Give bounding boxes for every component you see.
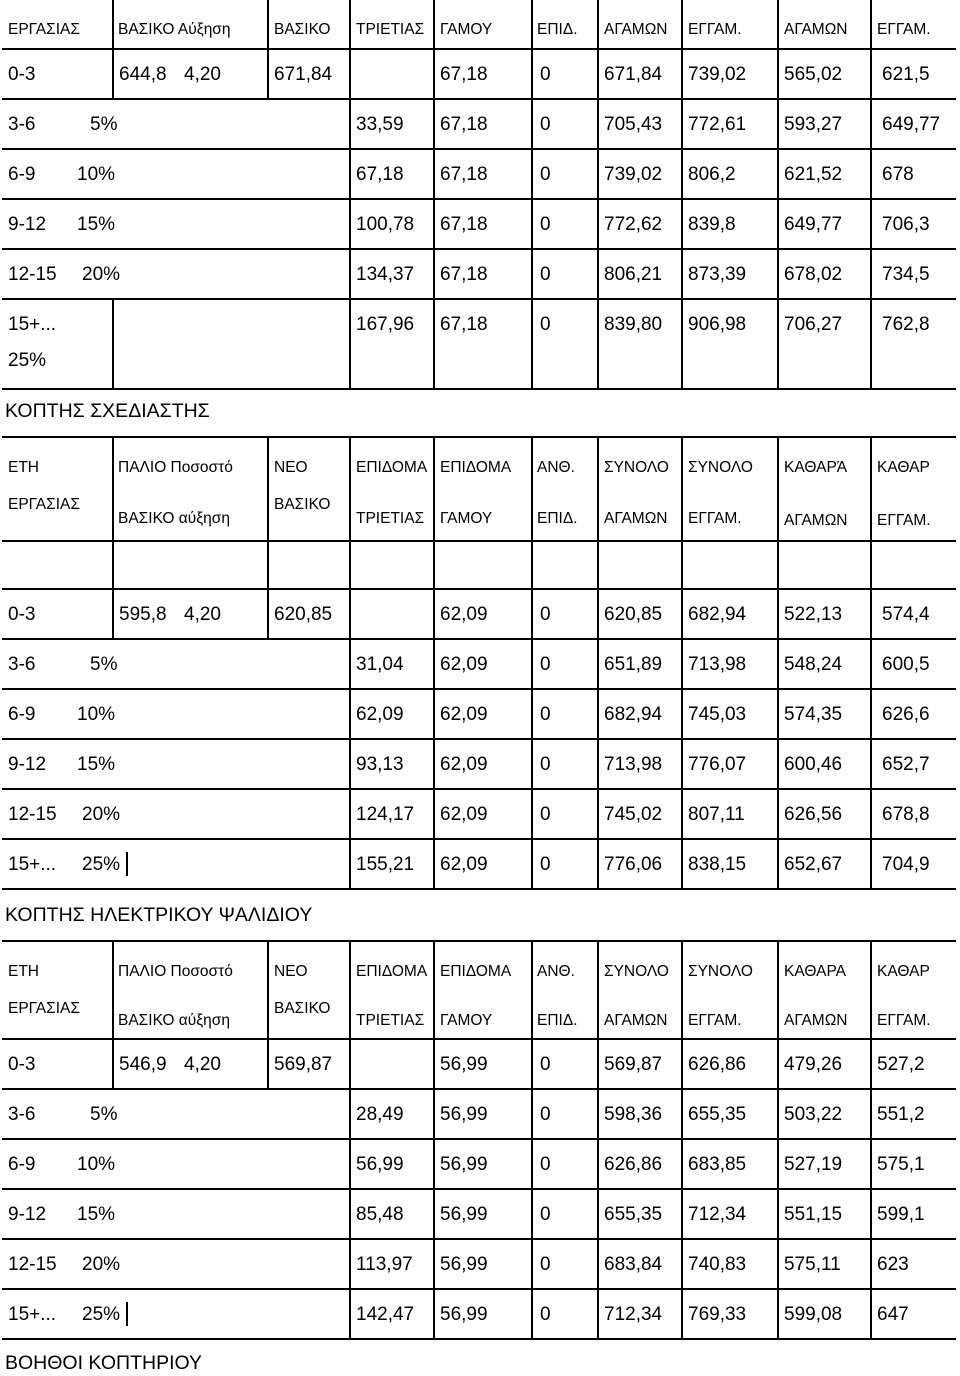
header-cell: ΕΡΓΑΣΙΑΣ [8,21,80,38]
net-single-cell: 479,26 [784,1054,843,1075]
header-cell: ΣΥΝΟΛΟ [604,459,669,476]
total-single-cell: 806,21 [604,264,663,285]
marriage-allowance-cell: 62,09 [440,604,488,625]
header-cell: ΑΓΑΜΩΝ [784,512,848,529]
unhealthy-allowance-cell: 0 [540,804,551,825]
header-cell: ΝΕΟ [274,963,308,980]
total-single-cell: 705,43 [604,114,663,135]
net-single-cell: 678,02 [784,264,843,285]
table-spacer-row [2,542,956,590]
table-3-header-row [2,940,956,1040]
table-row [2,250,956,300]
header-cell: ΕΡΓΑΣΙΑΣ [8,1000,80,1017]
years-cell: 6-9 [8,704,36,725]
triennial-allowance-cell: 31,04 [356,654,404,675]
years-cell: 0-3 [8,64,36,85]
total-married-cell: 740,83 [688,1254,747,1275]
header-cell: ΕΠΙΔΟΜΑ [356,963,428,980]
triennial-allowance-cell: 100,78 [356,214,415,235]
table-row [2,1240,956,1290]
increase-cell: 10% [77,704,116,725]
triennial-allowance-cell: 85,48 [356,1204,404,1225]
header-cell: ΕΠΙΔ. [537,510,578,527]
increase-cell: 20% [82,804,121,825]
unhealthy-allowance-cell: 0 [540,604,551,625]
net-single-cell: 503,22 [784,1104,843,1125]
net-married-cell: 647 [877,1304,909,1325]
total-single-cell: 682,94 [604,704,663,725]
increase-cell: 10% [77,164,116,185]
increase-cell: 10% [77,1154,116,1175]
header-cell: ΣΥΝΟΛΟ [688,963,753,980]
marriage-allowance-cell: 62,09 [440,704,488,725]
unhealthy-allowance-cell: 0 [540,164,551,185]
marriage-allowance-cell: 62,09 [440,654,488,675]
table-row [2,1290,956,1340]
total-married-cell: 745,03 [688,704,747,725]
increase-cell: 20% [82,264,121,285]
unhealthy-allowance-cell: 0 [540,1154,551,1175]
years-cell: 9-12 [8,214,47,235]
header-cell: ΕΠΙΔ. [537,21,578,38]
header-cell: ΕΠΙΔ. [537,1012,578,1029]
triennial-allowance-cell: 142,47 [356,1304,415,1325]
net-single-cell: 652,67 [784,854,843,875]
header-cell: ΤΡΙΕΤΙΑΣ [356,1012,425,1029]
total-single-cell: 683,84 [604,1254,663,1275]
total-married-cell: 807,11 [688,804,745,825]
table-row [2,590,956,640]
header-cell: ΠΑΛΙΟ Ποσοστό [118,963,233,980]
triennial-allowance-cell: 167,96 [356,314,415,335]
increase-cell: 15% [77,754,116,775]
increase-cell: 5% [90,654,118,675]
header-cell: ΑΓΑΜΩΝ [784,21,848,38]
header-cell: ΕΠΙΔΟΜΑ [356,459,428,476]
years-cell: 3-6 [8,1104,36,1125]
net-married-cell: 621,5 [882,64,930,85]
total-single-cell: 745,02 [604,804,663,825]
header-cell: ΣΥΝΟΛΟ [604,963,669,980]
header-cell: ΚΑΘΑΡΆ [784,459,848,476]
total-married-cell: 906,98 [688,314,747,335]
marriage-allowance-cell: 62,09 [440,754,488,775]
total-married-cell: 626,86 [688,1054,747,1075]
total-single-cell: 598,36 [604,1104,663,1125]
table-row [2,150,956,200]
total-single-cell: 626,86 [604,1154,663,1175]
table-row [2,790,956,840]
triennial-allowance-cell: 93,13 [356,754,404,775]
net-married-cell: 762,8 [882,314,930,335]
total-single-cell: 712,34 [604,1304,663,1325]
years-cell: 6-9 [8,164,36,185]
triennial-allowance-cell: 56,99 [356,1154,404,1175]
triennial-allowance-cell: 33,59 [356,114,404,135]
header-cell: ΒΑΣΙΚΟ [274,1000,331,1017]
header-cell: ΓΑΜΟΥ [440,510,493,527]
unhealthy-allowance-cell: 0 [540,114,551,135]
years-cell: 12-15 [8,1254,57,1275]
marriage-allowance-cell: 62,09 [440,804,488,825]
header-cell: ΑΝΘ. [537,459,575,476]
triennial-allowance-cell: 155,21 [356,854,415,875]
total-married-cell: 838,15 [688,854,747,875]
years-cell: 9-12 [8,754,47,775]
marriage-allowance-cell: 62,09 [440,854,488,875]
old-basic-cell: 546,9 [119,1054,167,1075]
header-cell: ΒΑΣΙΚΟ [274,21,331,38]
header-cell: ΕΓΓΑΜ. [877,512,931,529]
total-married-cell: 873,39 [688,264,747,285]
section-title-electric-scissors-cutter: ΚΟΠΤΗΣ ΗΛΕΚΤΡΙΚΟΥ ΨΑΛΙΔΙΟΥ [5,904,313,926]
header-cell: ΕΠΙΔΟΜΑ [440,963,512,980]
marriage-allowance-cell: 56,99 [440,1204,488,1225]
table-3 [2,940,956,1340]
unhealthy-allowance-cell: 0 [540,854,551,875]
net-married-cell: 734,5 [882,264,930,285]
increase-cell: 5% [90,114,118,135]
years-cell: 0-3 [8,1054,36,1075]
header-cell: ΑΓΑΜΩΝ [784,1012,848,1029]
total-single-cell: 620,85 [604,604,663,625]
header-cell: ΕΓΓΑΜ. [877,21,931,38]
unhealthy-allowance-cell: 0 [540,1304,551,1325]
years-cell: 9-12 [8,1204,47,1225]
unhealthy-allowance-cell: 0 [540,1054,551,1075]
net-married-cell: 626,6 [882,704,930,725]
net-married-cell: 599,1 [877,1204,925,1225]
header-cell: ΕΓΓΑΜ. [688,21,742,38]
years-cell: 15+... [8,1304,57,1325]
table-row [2,840,956,890]
table-1-header-row [2,0,956,50]
table-row [2,740,956,790]
net-married-cell: 575,1 [877,1154,925,1175]
years-cell: 3-6 [8,114,36,135]
unhealthy-allowance-cell: 0 [540,704,551,725]
header-cell: ΑΓΑΜΩΝ [604,1012,668,1029]
header-cell: ΚΑΘΑΡΑ [784,963,846,980]
net-single-cell: 574,35 [784,704,843,725]
header-cell: ΒΑΣΙΚΟ αύξηση [118,1012,230,1029]
unhealthy-allowance-cell: 0 [540,214,551,235]
header-cell: ΕΤΗ [8,459,39,476]
years-cell: 15+... [8,854,57,875]
years-cell: 0-3 [8,604,36,625]
header-cell: ΤΡΙΕΤΙΑΣ [356,510,425,527]
total-married-cell: 682,94 [688,604,747,625]
total-single-cell: 671,84 [604,64,663,85]
unhealthy-allowance-cell: 0 [540,654,551,675]
table-row [2,1140,956,1190]
header-cell: ΕΓΓΑΜ. [877,1012,931,1029]
net-single-cell: 649,77 [784,214,843,235]
marriage-allowance-cell: 56,99 [440,1104,488,1125]
header-cell: ΝΕΟ [274,459,308,476]
total-married-cell: 839,8 [688,214,736,235]
years-cell: 12-15 [8,804,57,825]
table-2 [2,436,956,890]
increase-cell: 4,20 [184,604,221,625]
increase-cell: 15% [77,214,116,235]
increase-cell: 25% [82,854,121,875]
total-single-cell: 651,89 [604,654,663,675]
header-cell: ΤΡΙΕΤΙΑΣ [356,21,425,38]
years-cell: 12-15 [8,264,57,285]
unhealthy-allowance-cell: 0 [540,264,551,285]
marriage-allowance-cell: 67,18 [440,214,488,235]
total-married-cell: 772,61 [688,114,747,135]
header-cell: ΒΑΣΙΚΟ Αύξηση [118,21,231,38]
total-single-cell: 713,98 [604,754,663,775]
total-married-cell: 683,85 [688,1154,747,1175]
table-row [2,1040,956,1090]
increase-cell: 4,20 [184,64,221,85]
marriage-allowance-cell: 56,99 [440,1254,488,1275]
years-cell: 15+... [8,314,57,335]
new-basic-cell: 620,85 [274,604,333,625]
increase-cell: 15% [77,1204,116,1225]
table-row [2,300,956,390]
net-single-cell: 565,02 [784,64,843,85]
triennial-allowance-cell: 113,97 [356,1254,413,1275]
marriage-allowance-cell: 56,99 [440,1154,488,1175]
total-married-cell: 712,34 [688,1204,747,1225]
new-basic-cell: 671,84 [274,64,333,85]
increase-cell: 20% [82,1254,121,1275]
net-married-cell: 678 [882,164,914,185]
total-married-cell: 739,02 [688,64,747,85]
marriage-allowance-cell: 67,18 [440,264,488,285]
net-single-cell: 527,19 [784,1154,843,1175]
header-cell: ΒΑΣΙΚΟ [274,496,331,513]
unhealthy-allowance-cell: 0 [540,1254,551,1275]
total-married-cell: 655,35 [688,1104,747,1125]
total-single-cell: 772,62 [604,214,663,235]
marriage-allowance-cell: 56,99 [440,1054,488,1075]
header-cell: ΑΓΑΜΩΝ [604,21,668,38]
header-cell: ΑΓΑΜΩΝ [604,510,668,527]
net-married-cell: 574,4 [882,604,930,625]
header-cell: ΓΑΜΟΥ [440,21,493,38]
net-single-cell: 551,15 [784,1204,843,1225]
table-row [2,50,956,100]
years-cell: 3-6 [8,654,36,675]
net-married-cell: 600,5 [882,654,930,675]
table-row [2,640,956,690]
total-married-cell: 806,2 [688,164,736,185]
net-single-cell: 548,24 [784,654,843,675]
unhealthy-allowance-cell: 0 [540,1204,551,1225]
section-title-cutting-assistants: ΒΟΗΘΟΙ ΚΟΠΤΗΡΙΟΥ [5,1352,203,1374]
header-cell: ΕΠΙΔΟΜΑ [440,459,512,476]
table-row [2,100,956,150]
table-row [2,1090,956,1140]
net-single-cell: 706,27 [784,314,843,335]
header-cell: ΠΑΛΙΟ Ποσοστό [118,459,233,476]
unhealthy-allowance-cell: 0 [540,314,551,335]
triennial-allowance-cell: 67,18 [356,164,404,185]
net-single-cell: 626,56 [784,804,843,825]
net-married-cell: 652,7 [882,754,930,775]
net-married-cell: 706,3 [882,214,930,235]
table-1 [2,0,956,390]
header-cell: ΚΑΘΑΡ [877,459,930,476]
old-basic-cell: 644,8 [119,64,167,85]
unhealthy-allowance-cell: 0 [540,754,551,775]
net-single-cell: 599,08 [784,1304,843,1325]
triennial-allowance-cell: 28,49 [356,1104,404,1125]
net-married-cell: 649,77 [882,114,941,135]
increase-cell: 25% [82,1304,121,1325]
marriage-allowance-cell: 67,18 [440,64,488,85]
header-cell: ΓΑΜΟΥ [440,1012,493,1029]
header-cell: ΕΓΓΑΜ. [688,1012,742,1029]
new-basic-cell: 569,87 [274,1054,333,1075]
net-single-cell: 600,46 [784,754,843,775]
header-cell: ΕΤΗ [8,963,39,980]
marriage-allowance-cell: 67,18 [440,164,488,185]
total-single-cell: 569,87 [604,1054,663,1075]
net-married-cell: 623 [877,1254,909,1275]
increase-cell: 5% [90,1104,118,1125]
net-married-cell: 527,2 [877,1054,925,1075]
total-single-cell: 776,06 [604,854,663,875]
total-single-cell: 655,35 [604,1204,663,1225]
total-married-cell: 776,07 [688,754,747,775]
unhealthy-allowance-cell: 0 [540,1104,551,1125]
marriage-allowance-cell: 56,99 [440,1304,488,1325]
triennial-allowance-cell: 134,37 [356,264,415,285]
table-row [2,200,956,250]
header-cell: ΣΥΝΟΛΟ [688,459,753,476]
old-basic-cell: 595,8 [119,604,167,625]
net-single-cell: 621,52 [784,164,843,185]
net-single-cell: 522,13 [784,604,843,625]
total-married-cell: 713,98 [688,654,747,675]
table-2-header-row [2,436,956,542]
header-cell: ΕΡΓΑΣΙΑΣ [8,496,80,513]
total-married-cell: 769,33 [688,1304,747,1325]
header-cell: ΕΓΓΑΜ. [688,510,742,527]
total-single-cell: 739,02 [604,164,663,185]
increase-cell: 4,20 [184,1054,221,1075]
increase-cell: 25% [8,350,47,371]
triennial-allowance-cell: 62,09 [356,704,404,725]
net-married-cell: 704,9 [882,854,930,875]
marriage-allowance-cell: 67,18 [440,314,488,335]
marriage-allowance-cell: 67,18 [440,114,488,135]
table-row [2,690,956,740]
header-cell: ΚΑΘΑΡ [877,963,930,980]
net-married-cell: 551,2 [877,1104,925,1125]
header-cell: ΑΝΘ. [537,963,575,980]
unhealthy-allowance-cell: 0 [540,64,551,85]
net-single-cell: 593,27 [784,114,843,135]
header-cell: ΒΑΣΙΚΟ αύξηση [118,510,230,527]
table-row [2,1190,956,1240]
triennial-allowance-cell: 124,17 [356,804,415,825]
net-married-cell: 678,8 [882,804,930,825]
section-title-pattern-cutter: ΚΟΠΤΗΣ ΣΧΕΔΙΑΣΤΗΣ [5,400,210,422]
net-single-cell: 575,11 [784,1254,841,1275]
years-cell: 6-9 [8,1154,36,1175]
total-single-cell: 839,80 [604,314,663,335]
